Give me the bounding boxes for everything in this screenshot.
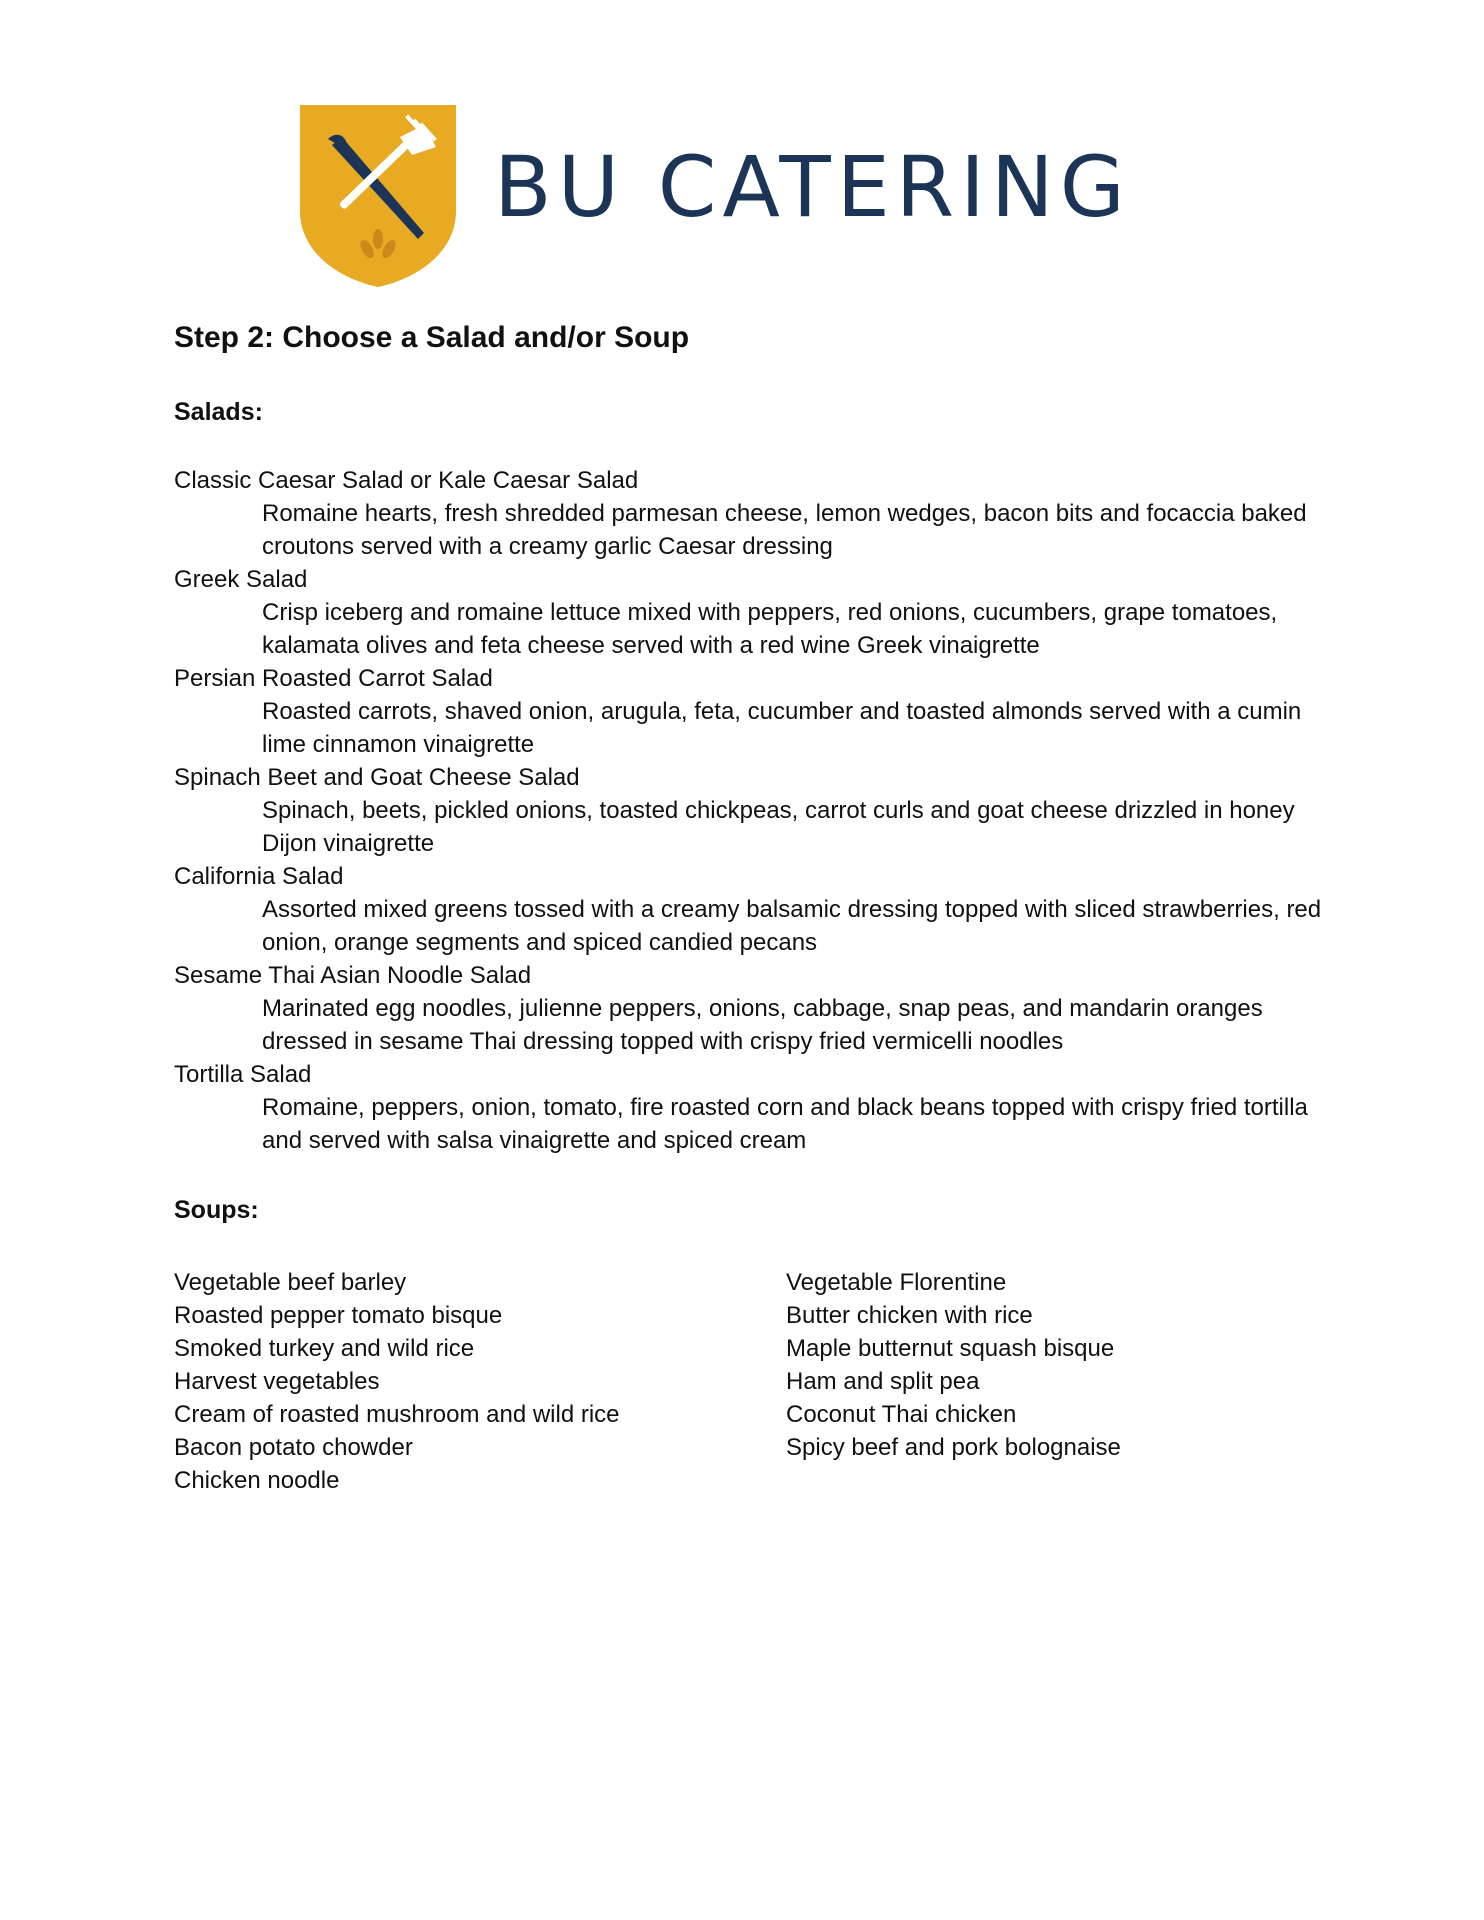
soups-heading: Soups: — [174, 1196, 259, 1224]
salad-item — [174, 860, 1322, 959]
soup-item: Bacon potato chowder — [174, 1434, 413, 1461]
salads-heading: Salads: — [174, 398, 263, 426]
soup-item: Roasted pepper tomato bisque — [174, 1302, 503, 1329]
soup-item: Chicken noodle — [174, 1467, 340, 1494]
salad-name: Greek Salad — [174, 566, 308, 593]
shield-shape — [300, 105, 456, 287]
soup-item: Butter chicken with rice — [786, 1302, 1033, 1329]
page-title: Step 2: Choose a Salad and/or Soup — [174, 321, 690, 354]
brand-name: BU CATERING — [494, 138, 1131, 236]
soup-item: Maple butternut squash bisque — [786, 1335, 1115, 1362]
salad-name: Sesame Thai Asian Noodle Salad — [174, 962, 532, 989]
salad-description: Romaine, peppers, onion, tomato, fire roasted corn and black beans topped with crispy fried tortilla and served with salsa vinaigrette and spiced cream — [262, 1094, 1308, 1154]
soup-item: Vegetable Florentine — [786, 1269, 1007, 1296]
salad-item — [174, 662, 1314, 761]
salad-description: Crisp iceberg and romaine lettuce mixed with peppers, red onions, cucumbers, grape tomatoes, kalamata olives and feta cheese served with a red wine Greek vinaigrette — [262, 599, 1278, 659]
salad-description: Marinated egg noodles, julienne peppers, onions, cabbage, snap peas, and mandarin oranges dressed in sesame Thai dressing topped with crispy fried vermicelli noodles — [262, 995, 1263, 1055]
salad-name: California Salad — [174, 863, 344, 890]
soup-item: Harvest vegetables — [174, 1368, 380, 1395]
salad-list — [174, 464, 1322, 1157]
soup-column-left — [174, 1266, 786, 1497]
salad-name: Persian Roasted Carrot Salad — [174, 665, 493, 692]
salad-item — [174, 563, 1314, 662]
salad-name: Spinach Beet and Goat Cheese Salad — [174, 764, 580, 791]
salad-description: Assorted mixed greens tossed with a creamy balsamic dressing topped with sliced strawberries, red onion, orange segments and spiced candied pecans — [262, 896, 1322, 956]
salad-description: Roasted carrots, shaved onion, arugula, feta, cucumber and toasted almonds served with a cumin lime cinnamon vinaigrette — [262, 698, 1302, 758]
soup-column-right — [786, 1266, 1306, 1497]
soup-item: Coconut Thai chicken — [786, 1401, 1017, 1428]
soup-item: Smoked turkey and wild rice — [174, 1335, 475, 1362]
salad-item — [174, 464, 1314, 563]
salad-description: Spinach, beets, pickled onions, toasted chickpeas, carrot curls and goat cheese drizzled in honey Dijon vinaigrette — [262, 797, 1295, 857]
menu-content — [174, 318, 1322, 1497]
soup-item: Vegetable beef barley — [174, 1269, 407, 1296]
salad-item — [174, 1058, 1314, 1157]
soup-item: Ham and split pea — [786, 1368, 980, 1395]
salad-item — [174, 959, 1314, 1058]
salad-name: Tortilla Salad — [174, 1061, 312, 1088]
salad-item — [174, 761, 1314, 860]
shield-logo-icon — [298, 103, 458, 289]
salad-description: Romaine hearts, fresh shredded parmesan cheese, lemon wedges, bacon bits and focaccia baked croutons served with a creamy garlic Caesar dressing — [262, 500, 1307, 560]
soup-item: Cream of roasted mushroom and wild rice — [174, 1401, 620, 1428]
soup-list — [174, 1266, 1314, 1497]
bu-catering-logo — [298, 103, 1138, 289]
soup-item: Spicy beef and pork bolognaise — [786, 1434, 1121, 1461]
salad-name: Classic Caesar Salad or Kale Caesar Salad — [174, 467, 639, 494]
